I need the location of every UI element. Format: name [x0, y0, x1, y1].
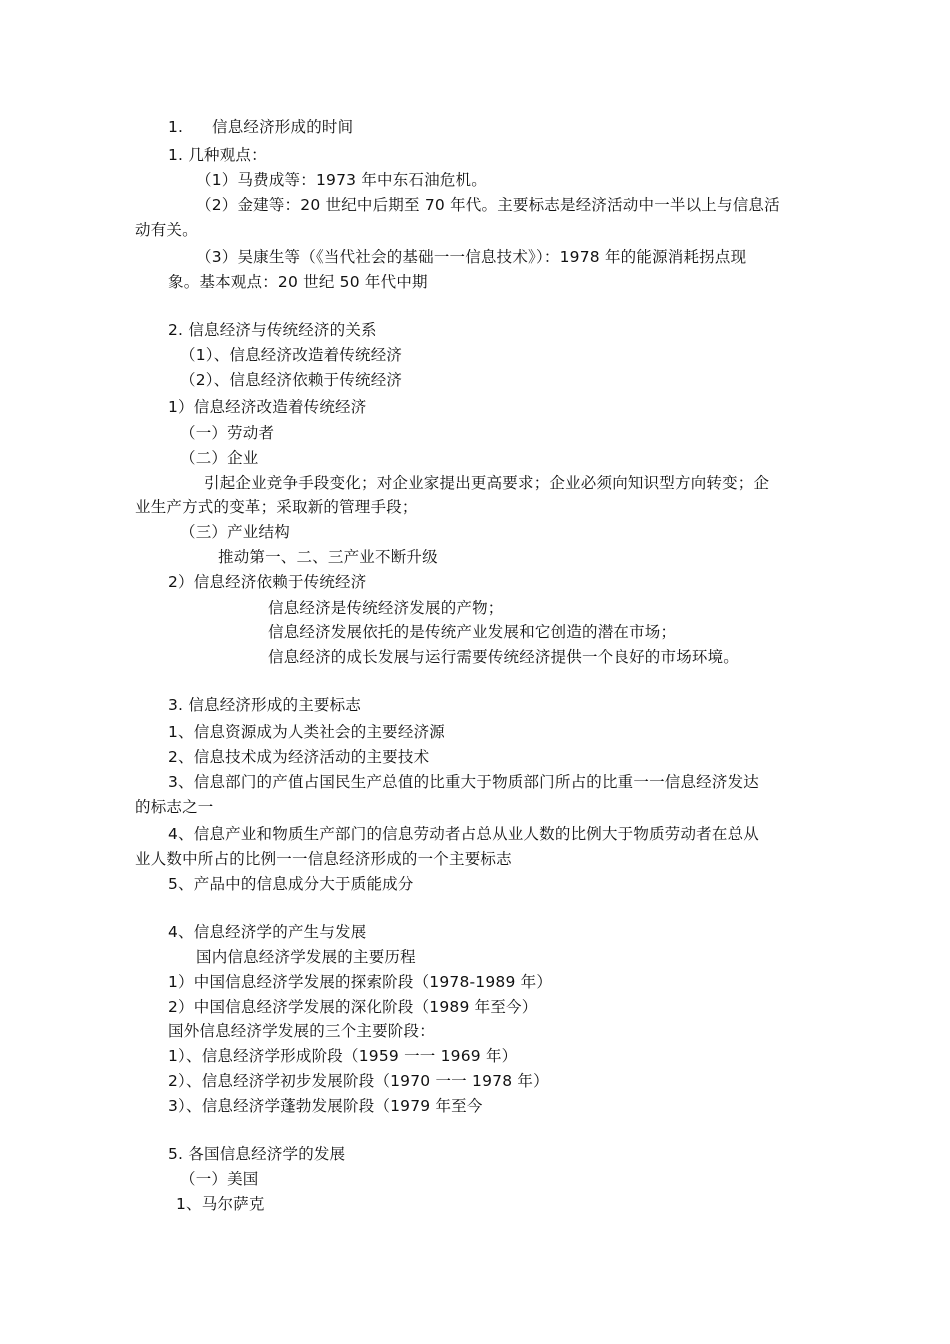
mark-2: 2、信息技术成为经济活动的主要技术 [168, 748, 430, 766]
section5-heading: 5. 各国信息经济学的发展 [168, 1145, 346, 1163]
relation-1: （1）、信息经济改造着传统经济 [180, 346, 403, 364]
section1-heading-text: 信息经济形成的时间 [212, 118, 354, 136]
enterprise-desc-line-2: 业生产方式的变革；采取新的管理手段； [135, 498, 418, 516]
part2-title: 2）信息经济依赖于传统经济 [168, 573, 367, 591]
enterprise-desc-line-1: 引起企业竞争手段变化；对企业家提出更高要求；企业必须向知识型方向转变；企 [204, 474, 770, 492]
foreign-title: 国外信息经济学发展的三个主要阶段： [168, 1022, 435, 1040]
section3-heading: 3. 信息经济形成的主要标志 [168, 696, 362, 714]
dependency-3: 信息经济的成长发展与运行需要传统经济提供一个良好的市场环境。 [268, 648, 740, 666]
views-title: 1. 几种观点： [168, 146, 267, 164]
mark-1: 1、信息资源成为人类社会的主要经济源 [168, 723, 445, 741]
mark-4-line-1: 4、信息产业和物质生产部门的信息劳动者占总从业人数的比例大于物质劳动者在总从 [168, 825, 759, 843]
mark-3-line-2: 的标志之一 [135, 798, 214, 816]
view-1: （1）马费成等：1973 年中东石油危机。 [196, 171, 487, 189]
domestic-title: 国内信息经济学发展的主要历程 [196, 948, 416, 966]
view-2-line-2: 动有关。 [135, 221, 198, 239]
view-3-line-1: （3）吴康生等（《当代社会的基础一一信息技术》）：1978 年的能源消耗拐点现 [196, 248, 747, 266]
view-3-line-2: 象。基本观点：20 世纪 50 年代中期 [168, 273, 428, 291]
part1-title: 1）信息经济改造着传统经济 [168, 398, 367, 416]
labor-heading: （一）劳动者 [180, 424, 275, 442]
section1-heading-number: 1. [168, 118, 184, 136]
usa-item-1: 1、马尔萨克 [176, 1195, 265, 1213]
foreign-stage-3: 3）、信息经济学蓬勃发展阶段（1979 年至今 [168, 1097, 483, 1115]
enterprise-heading: （二）企业 [180, 449, 259, 467]
industry-desc: 推动第一、二、三产业不断升级 [218, 548, 438, 566]
dependency-1: 信息经济是传统经济发展的产物； [268, 599, 504, 617]
mark-5: 5、产品中的信息成分大于质能成分 [168, 875, 414, 893]
section2-heading: 2. 信息经济与传统经济的关系 [168, 321, 377, 339]
view-2-line-1: （2）金建等：20 世纪中后期至 70 年代。主要标志是经济活动中一半以上与信息活 [196, 196, 780, 214]
usa-heading: （一）美国 [180, 1170, 259, 1188]
section1-heading [168, 117, 353, 137]
domestic-stage-2: 2）中国信息经济学发展的深化阶段（1989 年至今） [168, 998, 538, 1016]
industry-heading: （三）产业结构 [180, 523, 290, 541]
section4-heading: 4、信息经济学的产生与发展 [168, 923, 367, 941]
dependency-2: 信息经济发展依托的是传统产业发展和它创造的潜在市场； [268, 623, 677, 641]
mark-3-line-1: 3、信息部门的产值占国民生产总值的比重大于物质部门所占的比重一一信息经济发达 [168, 773, 759, 791]
foreign-stage-2: 2）、信息经济学初步发展阶段（1970 一一 1978 年） [168, 1072, 549, 1090]
domestic-stage-1: 1）中国信息经济学发展的探索阶段（1978-1989 年） [168, 973, 553, 991]
mark-4-line-2: 业人数中所占的比例一一信息经济形成的一个主要标志 [135, 850, 512, 868]
relation-2: （2）、信息经济依赖于传统经济 [180, 371, 403, 389]
foreign-stage-1: 1）、信息经济学形成阶段（1959 一一 1969 年） [168, 1047, 518, 1065]
